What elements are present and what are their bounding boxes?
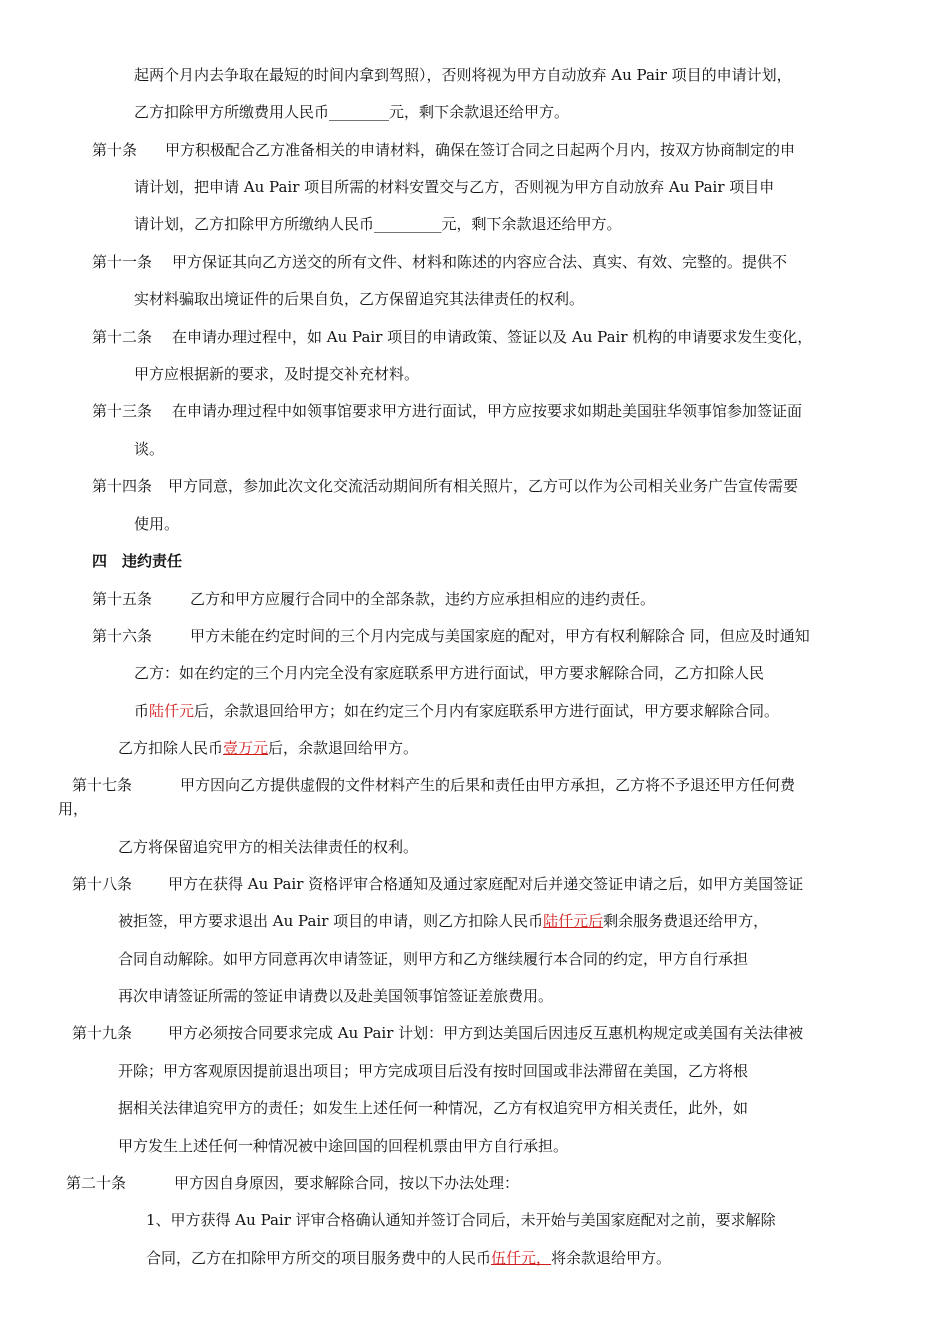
clause-number: 第十三条: [92, 402, 153, 420]
paragraph-line: 用，: [58, 800, 89, 818]
paragraph-line: [146, 1247, 671, 1269]
clause-number: 第十四条: [92, 477, 153, 495]
clause-number: 第十二条: [92, 328, 153, 346]
line-segment: 合同，乙方在扣除甲方所交的项目服务费中的人民币: [146, 1249, 492, 1267]
clause-text: 甲方在获得 Au Pair 资格评审合格通知及通过家庭配对后并递交签证申请之后，如甲方美国签证: [168, 875, 804, 893]
amount-highlight: 壹万元: [223, 739, 269, 757]
clause-11: [92, 251, 787, 273]
paragraph-line: 据相关法律追究甲方的责任；如发生上述任何一种情况，乙方有权追究甲方相关责任，此外，如: [118, 1099, 749, 1117]
paragraph-line: 乙方：如在约定的三个月内完全没有家庭联系甲方进行面试，甲方要求解除合同，乙方扣除人民: [134, 664, 765, 682]
line-segment: 被拒签，甲方要求退出 Au Pair 项目的申请，则乙方扣除人民币: [118, 912, 544, 930]
paragraph-line: [118, 737, 418, 759]
clause-17: [72, 774, 795, 796]
line-segment: 将余款退给甲方。: [551, 1249, 672, 1267]
clause-text: 甲方因向乙方提供虚假的文件材料产生的后果和责任由甲方承担，乙方将不予退还甲方任何费: [180, 776, 796, 794]
paragraph-line: [134, 700, 779, 722]
clause-18: [72, 873, 803, 895]
clause-number: 第十五条: [92, 590, 153, 608]
line-segment: 后，余款退回给甲方；如在约定三个月内有家庭联系甲方进行面试，甲方要求解除合同。: [194, 702, 780, 720]
clause-number: 第十一条: [92, 253, 153, 271]
paragraph-line: 使用。: [134, 515, 180, 533]
paragraph-line: 1、甲方获得 Au Pair 评审合格确认通知并签订合同后，未开始与美国家庭配对之前，要求解除: [146, 1211, 776, 1229]
paragraph-line: 起两个月内去争取在最短的时间内拿到驾照），否则将视为甲方自动放弃 Au Pair 项目的申请计划，: [134, 66, 792, 84]
clause-12: [92, 326, 812, 348]
paragraph-line: 开除；甲方客观原因提前退出项目；甲方完成项目后没有按时回国或非法滞留在美国，乙方将根: [118, 1062, 749, 1080]
paragraph-line: 请计划，乙方扣除甲方所缴纳人民币_________元，剩下余款退还给甲方。: [134, 215, 622, 233]
clause-text: 甲方因自身原因，要求解除合同，按以下办法处理：: [174, 1174, 520, 1192]
clause-text: 甲方必须按合同要求完成 Au Pair 计划：甲方到达美国后因违反互惠机构规定或美国有关法律被: [168, 1024, 804, 1042]
clause-13: [92, 400, 802, 422]
clause-number: 第二十条: [66, 1174, 127, 1192]
clause-19: [72, 1022, 803, 1044]
clause-text: 在申请办理过程中，如 Au Pair 项目的申请政策、签证以及 Au Pair 机构的申请要求发生变化，: [172, 328, 813, 346]
paragraph-line: 再次申请签证所需的签证申请费以及赴美国领事馆签证差旅费用。: [118, 987, 554, 1005]
line-segment: 乙方扣除人民币: [118, 739, 224, 757]
paragraph-line: 实材料骗取出境证件的后果自负，乙方保留追究其法律责任的权利。: [134, 290, 585, 308]
clause-20: [66, 1172, 519, 1194]
clause-text: 甲方未能在约定时间的三个月内完成与美国家庭的配对，甲方有权利解除合 同，但应及时通知: [190, 627, 810, 645]
line-segment: 剩余服务费退还给甲方，: [603, 912, 769, 930]
clause-text: 甲方保证其向乙方送交的所有文件、材料和陈述的内容应合法、真实、有效、完整的。提供不: [172, 253, 788, 271]
paragraph-line: 乙方将保留追究甲方的相关法律责任的权利。: [118, 838, 419, 856]
clause-number: 第十六条: [92, 627, 153, 645]
clause-16: [92, 625, 810, 647]
paragraph-line: 合同自动解除。如甲方同意再次申请签证，则甲方和乙方继续履行本合同的约定，甲方自行承担: [118, 950, 749, 968]
clause-number: 第十七条: [72, 776, 133, 794]
paragraph-line: 甲方发生上述任何一种情况被中途回国的回程机票由甲方自行承担。: [118, 1137, 569, 1155]
clause-14: [92, 475, 798, 497]
paragraph-line: 甲方应根据新的要求，及时提交补充材料。: [134, 365, 420, 383]
clause-text: 甲方积极配合乙方准备相关的申请材料，确保在签订合同之日起两个月内，按双方协商制定的申: [165, 141, 796, 159]
amount-highlight: 伍仟元，: [491, 1249, 552, 1267]
paragraph-line: 谈。: [134, 440, 165, 458]
clause-15: [92, 588, 655, 610]
amount-highlight: 陆仟元后: [543, 912, 604, 930]
clause-text: 在申请办理过程中如领事馆要求甲方进行面试，甲方应按要求如期赴美国驻华领事馆参加签证面: [172, 402, 803, 420]
clause-number: 第十九条: [72, 1024, 133, 1042]
section-heading: 四 违约责任: [92, 552, 183, 570]
paragraph-line: 请计划，把申请 Au Pair 项目所需的材料安置交与乙方，否则视为甲方自动放弃 Au Pair 项目申: [134, 178, 775, 196]
clause-number: 第十条: [92, 141, 138, 159]
line-segment: 后，余款退回给甲方。: [268, 739, 419, 757]
amount-highlight: 陆仟元: [149, 702, 195, 720]
clause-text: 甲方同意，参加此次文化交流活动期间所有相关照片，乙方可以作为公司相关业务广告宣传需要: [168, 477, 799, 495]
paragraph-line: 乙方扣除甲方所缴费用人民币________元，剩下余款退还给甲方。: [134, 103, 570, 121]
clause-number: 第十八条: [72, 875, 133, 893]
clause-10: [92, 139, 795, 161]
line-segment: 币: [134, 702, 150, 720]
clause-text: 乙方和甲方应履行合同中的全部条款，违约方应承担相应的违约责任。: [190, 590, 656, 608]
paragraph-line: [118, 910, 768, 932]
